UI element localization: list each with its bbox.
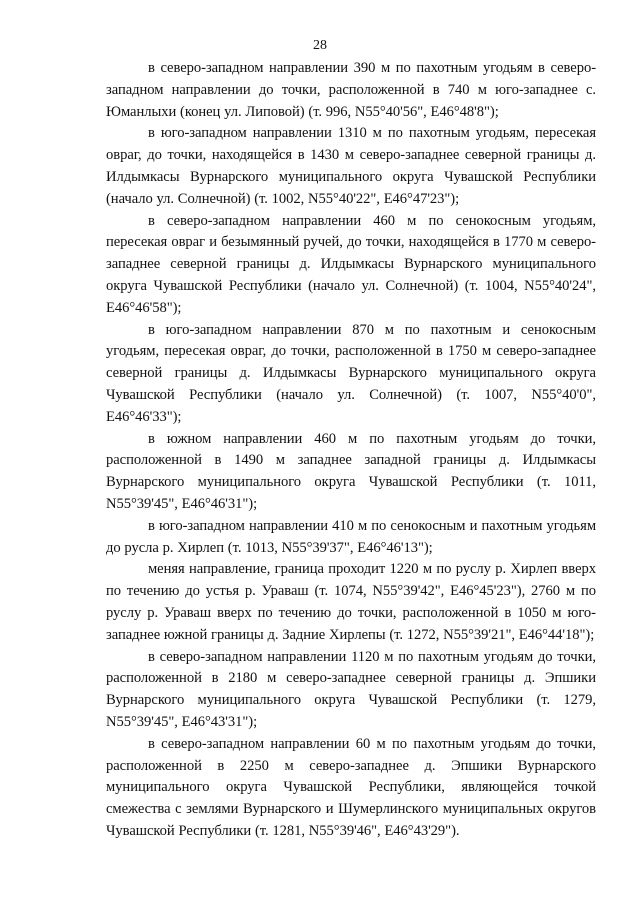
paragraph-4: в юго-западном направлении 870 м по пахотным и сенокосным угодьям, пересекая овраг, до точки, расположенной в 1750 м северо-западнее северной границы д. Илдымкасы Вурнарского муниципального округа Чувашской Республики (начало ул. Солнечной) (т. 1007, N55°40'0", E46°46'33"); (106, 321, 596, 425)
document-body (106, 58, 596, 843)
paragraph-9: в северо-западном направлении 60 м по пахотным угодьям до точки, расположенной в 2250 м северо-западнее д. Эпшики Вурнарского муниципального округа Чувашской Республики, являющейся точкой смежества с землями Вурнарского и Шумерлинского муниципальных округов Чувашской Республики (т. 1281, N55°39'46", E46°43'29"). (106, 735, 596, 839)
paragraph-5: в южном направлении 460 м по пахотным угодьям до точки, расположенной в 1490 м западнее западной границы д. Илдымкасы Вурнарского муниципального округа Чувашской Республики (т. 1011, N55°39'45", E46°46'31"); (106, 430, 596, 512)
paragraph-6: в юго-западном направлении 410 м по сенокосным и пахотным угодьям до русла р. Хирлеп (т. 1013, N55°39'37", E46°46'13"); (106, 517, 596, 556)
page-number: 28 (313, 38, 327, 53)
paragraph-2: в юго-западном направлении 1310 м по пахотным угодьям, пересекая овраг, до точки, находящейся в 1430 м северо-западнее северной границы д. Илдымкасы Вурнарского муниципального округа Чувашской Республики (начало ул. Солнечной) (т. 1002, N55°40'22", E46°47'23"); (106, 125, 596, 207)
paragraph-8: в северо-западном направлении 1120 м по пахотным угодьям до точки, расположенной в 2180 м северо-западнее северной границы д. Эпшики Вурнарского муниципального округа Чувашской Республики (т. 1279, N55°39'45", E46°43'31"); (106, 648, 596, 730)
paragraph-7: меняя направление, граница проходит 1220 м по руслу р. Хирлеп вверх по течению до устья р. Ураваш (т. 1074, N55°39'42", E46°45'23"), 2760 м по руслу р. Ураваш вверх по течению до точки, расположенной в 1050 м юго-западнее южной границы д. Задние Хирлепы (т. 1272, N55°39'21", E46°44'18"); (106, 561, 596, 643)
paragraph-1: в северо-западном направлении 390 м по пахотным угодьям в северо-западном направлении до точки, расположенной в 740 м юго-западнее с. Юманлыхи (конец ул. Липовой) (т. 996, N55°40'56", E46°48'8"); (106, 60, 596, 120)
paragraph-3: в северо-западном направлении 460 м по сенокосным угодьям, пересекая овраг и безымянный ручей, до точки, находящейся в 1770 м северо-западнее северной границы д. Илдымкасы Вурнарского муниципального округа Чувашской Республики (начало ул. Солнечной) (т. 1004, N55°40'24", E46°46'58"); (106, 212, 596, 316)
